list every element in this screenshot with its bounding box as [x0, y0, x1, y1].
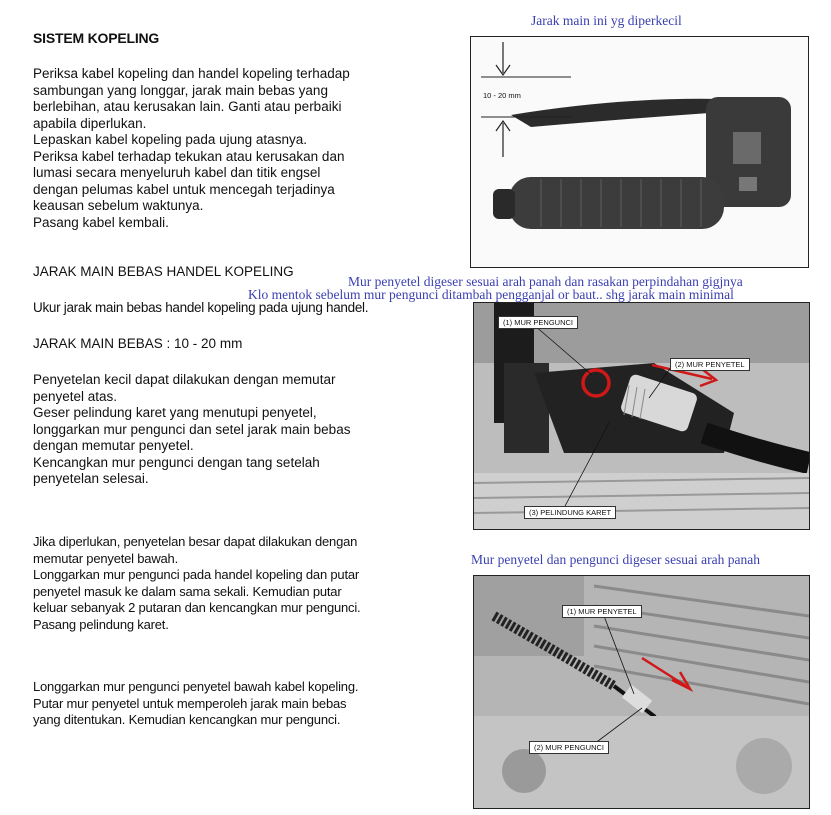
note-lower-adjust: Mur penyetel dan pengunci digeser sesuai arah panah: [471, 552, 761, 567]
note-adjuster-shift: Mur penyetel digeser sesuai arah panah dan rasakan perpindahan gigjnya: [348, 274, 743, 289]
note-free-play: Jarak main ini yg diperkecil: [531, 13, 682, 28]
label-lower-lock-nut: (2) MUR PENGUNCI: [529, 741, 609, 754]
figure-upper-adjuster: [473, 302, 810, 530]
measure-text: Ukur jarak main bebas handel kopeling pada ujung handel.: [33, 300, 369, 315]
figure-lower-adjuster: [473, 575, 810, 809]
figure-clutch-lever: [470, 36, 809, 268]
small-adjust-paragraph: Penyetelan kecil dapat dilakukan dengan memutar penyetel atas. Geser pelindung karet yang menutupi penyetel, longgarkan mur pengunci dan setel jarak main bebas dengan memutar penyetel. Kencangkan mur pengunci dengan tang setelah penyetelan selesai.: [33, 372, 351, 486]
label-rubber-boot: (3) PELINDUNG KARET: [524, 506, 616, 519]
label-lock-nut: (1) MUR PENGUNCI: [498, 316, 578, 329]
label-lower-adjuster-nut: (1) MUR PENYETEL: [562, 605, 642, 618]
section2-title: JARAK MAIN BEBAS HANDEL KOPELING: [33, 264, 294, 279]
free-play-measure-label: 10 - 20 mm: [483, 91, 521, 100]
note-spacer: Klo mentok sebelum mur pengunci ditambah pengganjal or baut.. shg jarak main minimal: [248, 287, 734, 302]
large-adjust-paragraph: Jika diperlukan, penyetelan besar dapat dilakukan dengan memutar penyetel bawah. Longgarkan mur pengunci pada handel kopeling dan putar penyetel masuk ke dalam sama sekali. Kemudian putar keluar sebanyak 2 putaran dan kencangkan mur pengunci. Pasang pelindung karet.: [33, 534, 361, 632]
section-title: SISTEM KOPELING: [33, 30, 160, 46]
label-adjuster-nut: (2) MUR PENYETEL: [670, 358, 750, 371]
upper-adjuster-illustration: [474, 303, 809, 529]
intro-paragraph: Periksa kabel kopeling dan handel kopeling terhadap sambungan yang longgar, jarak main bebas yang berlebihan, atau kerusakan lain. Ganti atau perbaiki apabila diperlukan. Lepaskan kabel kopeling pada ujung atasnya. Periksa kabel terhadap tekukan atau kerusakan dan lumasi secara menyeluruh kabel dan titik engsel dengan pelumas kabel untuk mencegah terjadinya keausan sebelum waktunya. Pasang kabel kembali.: [33, 66, 350, 230]
lower-adjust-paragraph: Longgarkan mur pengunci penyetel bawah kabel kopeling. Putar mur penyetel untuk memperoleh jarak main bebas yang ditentukan. Kemudian kencangkan mur pengunci.: [33, 679, 359, 727]
clutch-lever-illustration: [471, 37, 808, 267]
free-play-spec: JARAK MAIN BEBAS : 10 - 20 mm: [33, 336, 243, 351]
